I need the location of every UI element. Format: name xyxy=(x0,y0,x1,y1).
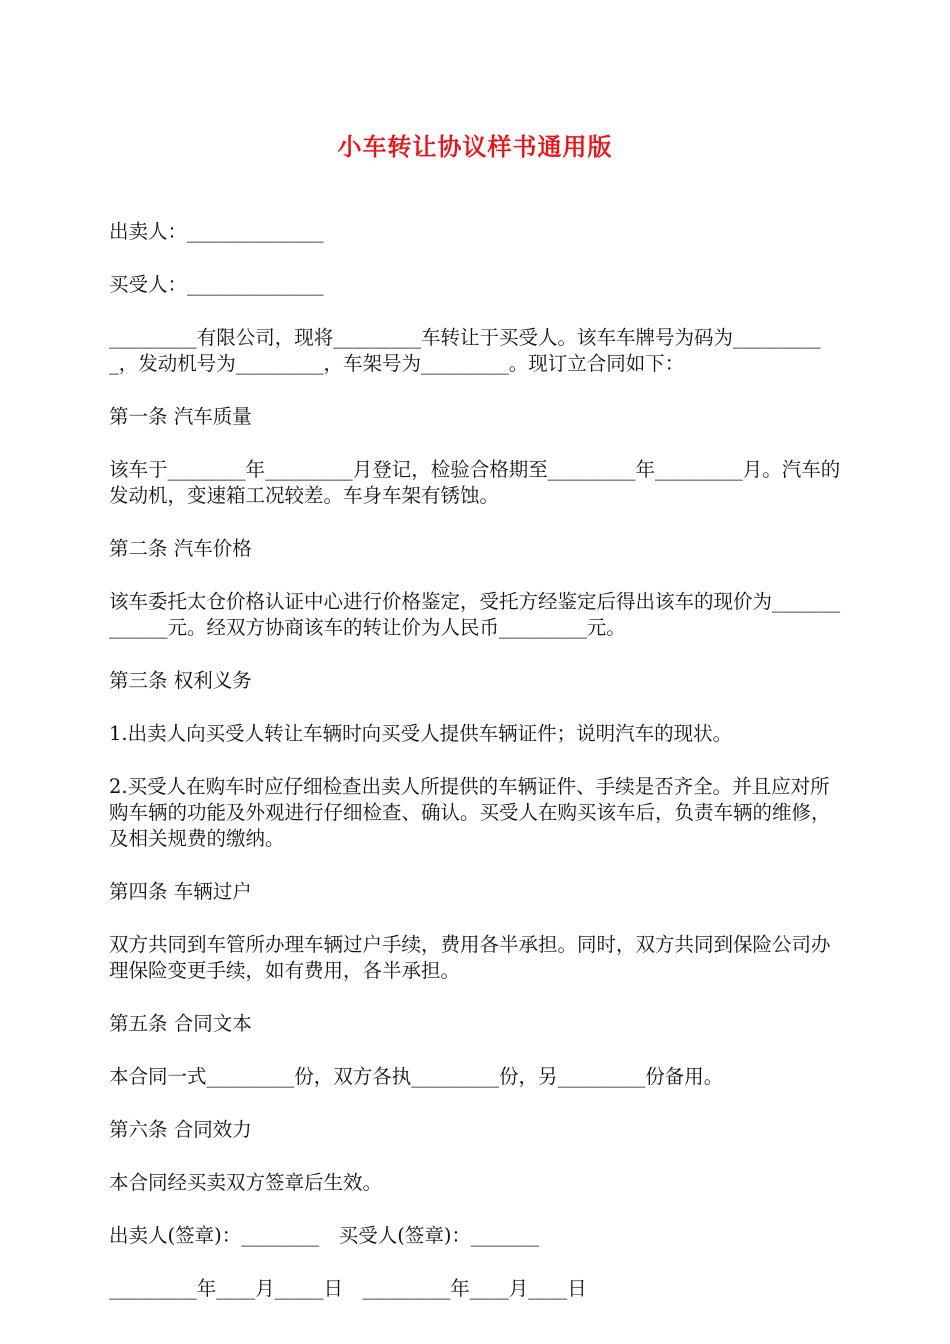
article-3-item-2: 2.买受人在购车时应仔细检查出卖人所提供的车辆证件、手续是否齐全。并且应对所购车辆的功能及外观进行仔细检查、确认。买受人在购买该车后，负责车辆的维修，及相关规费的缴纳。 xyxy=(109,775,831,850)
article-2-heading: 第二条 汽车价格 xyxy=(109,537,252,560)
article-1-heading: 第一条 汽车质量 xyxy=(109,405,252,428)
article-4-body: 双方共同到车管所办理车辆过户手续，费用各半承担。同时，双方共同到保险公司办理保险变更手续，如有费用，各半承担。 xyxy=(109,933,831,982)
document-body xyxy=(109,219,844,1329)
article-3-heading: 第三条 权利义务 xyxy=(109,669,252,692)
date-line: _________年____月_____日 _________年____月____日 xyxy=(109,1277,587,1300)
article-3-item-1: 1.出卖人向买受人转让车辆时向买受人提供车辆证件；说明汽车的现状。 xyxy=(109,722,733,745)
article-1-body: 该车于________年_________月登记，检验合格期至_________年_________月。汽车的发动机，变速箱工况较差。车身车架有锈蚀。 xyxy=(109,458,841,507)
article-6-body: 本合同经买卖双方签章后生效。 xyxy=(109,1171,383,1194)
signature-line: 出卖人(签章)：________ 买受人(签章)：_______ xyxy=(109,1224,540,1247)
article-4-heading: 第四条 车辆过户 xyxy=(109,880,252,903)
seller-line: 出卖人：______________ xyxy=(109,220,324,243)
article-5-body: 本合同一式_________份，双方各执_________份，另_________份备用。 xyxy=(109,1065,724,1088)
buyer-line: 买受人：______________ xyxy=(109,273,324,296)
article-5-heading: 第五条 合同文本 xyxy=(109,1012,252,1035)
intro-paragraph: _________有限公司，现将_________车转让于买受人。该车车牌号为码为__________，发动机号为_________，车架号为_________。现订立合同如下： xyxy=(109,326,821,375)
article-2-body: 该车委托太仓价格认证中心进行价格鉴定，受托方经鉴定后得出该车的现价为_____________元。经双方协商该车的转让价为人民币_________元。 xyxy=(109,590,841,639)
article-6-heading: 第六条 合同效力 xyxy=(109,1118,252,1141)
document-title: 小车转让协议样书通用版 xyxy=(337,133,613,161)
